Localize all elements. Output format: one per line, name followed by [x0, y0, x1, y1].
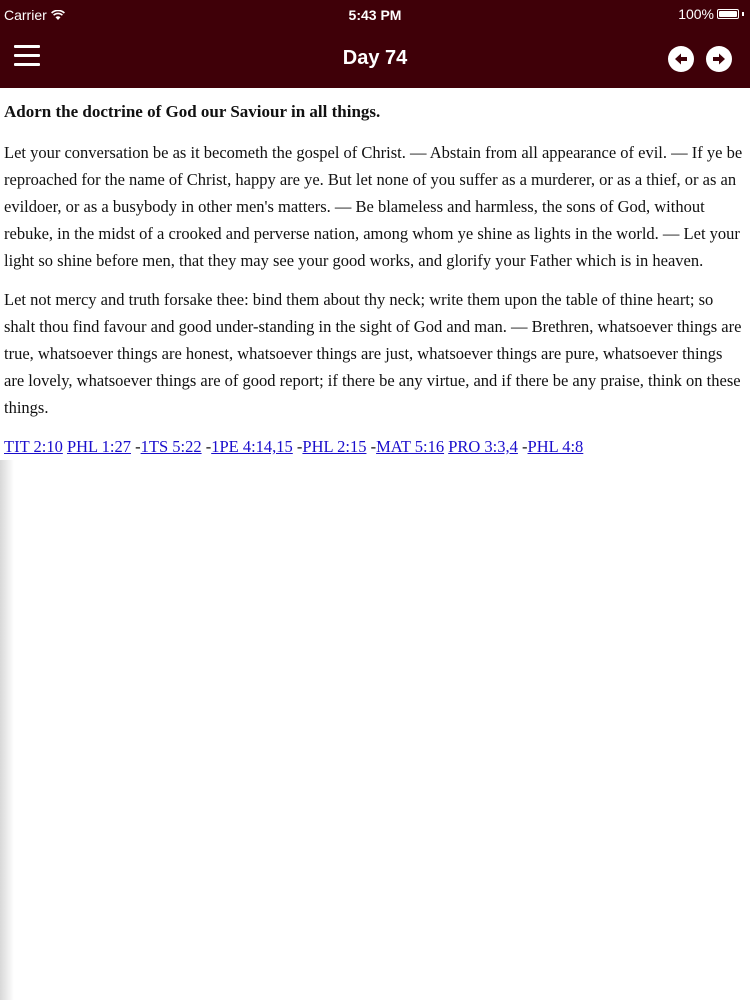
reference-link[interactable]: MAT 5:16 [376, 437, 445, 456]
battery-icon [717, 9, 739, 19]
reference-link[interactable]: 1PE 4:14,15 [211, 437, 293, 456]
reference-link[interactable]: 1TS 5:22 [140, 437, 202, 456]
reference-link[interactable]: TIT 2:10 [4, 437, 63, 456]
reference-link[interactable]: PHL 1:27 [66, 437, 131, 456]
next-day-button[interactable] [706, 46, 732, 72]
scripture-references: TIT 2:10 PHL 1:27 -1TS 5:22 -1PE 4:14,15 -PHL 2:15 -MAT 5:16 PRO 3:3,4 -PHL 4:8 [4, 437, 584, 456]
reading-content [4, 94, 744, 460]
previous-day-button[interactable] [668, 46, 694, 72]
reference-link[interactable]: PHL 4:8 [527, 437, 584, 456]
arrow-right-icon [706, 46, 732, 72]
reference-link[interactable]: PRO 3:3,4 [448, 437, 518, 456]
carrier-label: Carrier [4, 7, 47, 23]
reading-paragraph-2: Let not mercy and truth forsake thee: bind them about thy neck; write them upon the table of thine heart; so shalt thou find favour and good under-standing in the sight of God and man. — Brethren, whatsoever things are true, whatsoever things are honest, whatsoever things are just, whatsoever things are pure, whatsoever things are lovely, whatsoever things are of good report; if there be any virtue, and if there be any praise, think on these things. [4, 290, 742, 417]
reading-heading: Adorn the doctrine of God our Saviour in all things. [4, 102, 381, 121]
reading-paragraph-1: Let your conversation be as it becometh the gospel of Christ. — Abstain from all appearance of evil. — If ye be reproached for the name of Christ, happy are ye. But let none of you suffer as a murderer, or as a thief, or as an evildoer, or as a busybody in other men's matters. — Be blameless and harmless, the sons of God, without rebuke, in the midst of a crooked and perverse nation, among whom ye shine as lights in the world. — Let your light so shine before men, that they may see your good works, and glorify your Father which is in heaven. [4, 143, 743, 270]
reference-link[interactable]: PHL 2:15 [302, 437, 367, 456]
arrow-left-icon [668, 46, 694, 72]
page-edge-shadow [0, 460, 14, 1000]
status-bar [0, 0, 750, 30]
status-time: 5:43 PM [348, 7, 402, 23]
navigation-bar [0, 30, 750, 88]
battery-percent: 100% [678, 6, 714, 22]
page-title: Day 74 [342, 47, 408, 69]
battery-indicator [678, 6, 744, 22]
